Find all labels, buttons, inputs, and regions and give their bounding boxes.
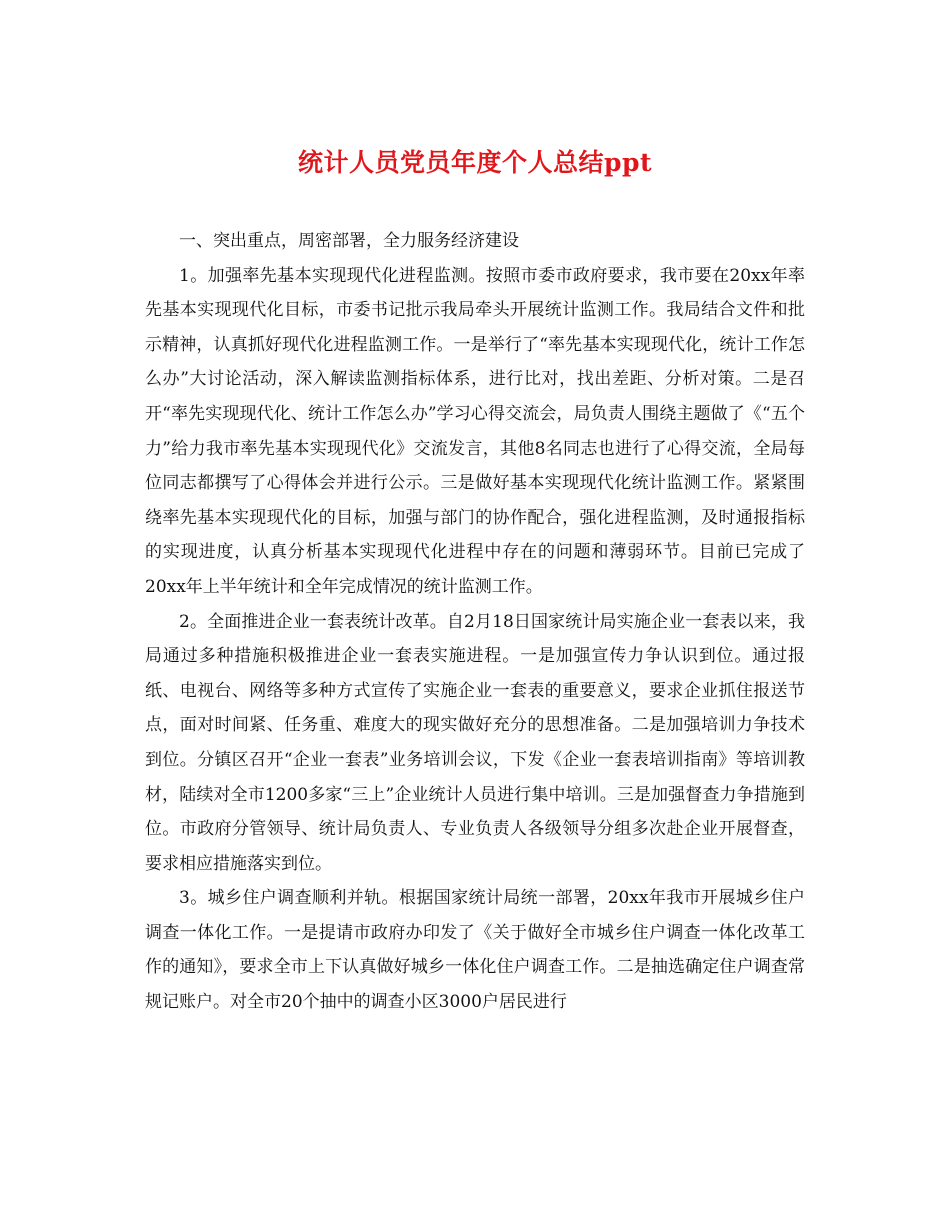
paragraph: 3。城乡住户调查顺利并轨。根据国家统计局统一部署，20xx年我市开展城乡住户调查一体化工作。一是提请市政府办印发了《关于做好全市城乡住户调查一体化改革工作的通知》，要求全市上下认真做好城乡一体化住户调查工作。二是抽选确定住户调查常规记账户。对全市20个抽中的调查小区3000户居民进行: [145, 888, 805, 1013]
paragraph: 1。加强率先基本实现现代化进程监测。按照市委市政府要求，我市要在20xx年率先基本实现现代化目标，市委书记批示我局牵头开展统计监测工作。我局结合文件和批示精神，认真抓好现代化进程监测工作。一是举行了“率先基本实现现代化，统计工作怎么办”大讨论活动，深入解读监测指标体系，进行比对，找出差距、分析对策。二是召开“率先实现现代化、统计工作怎么办”学习心得交流会，局负责人围绕主题做了《“五个力”给力我市率先基本实现现代化》交流发言，其他8名同志也进行了心得交流，全局每位同志都撰写了心得体会并进行公示。三是做好基本实现现代化统计监测工作。紧紧围绕率先基本实现现代化的目标，加强与部门的协作配合，强化进程监测，及时通报指标的实现进度，认真分析基本实现现代化进程中存在的问题和薄弱环节。目前已完成了20xx年上半年统计和全年完成情况的统计监测工作。: [145, 265, 805, 597]
document-title: 统计人员党员年度个人总结ppt: [297, 148, 652, 177]
paragraph-heading: 一、突出重点，周密部署，全力服务经济建设: [179, 231, 519, 251]
document-body: [145, 224, 805, 1020]
paragraph: 2。全面推进企业一套表统计改革。自2月18日国家统计局实施企业一套表以来，我局通过多种措施积极推进企业一套表实施进程。一是加强宣传力争认识到位。通过报纸、电视台、网络等多种方式宣传了实施企业一套表的重要意义，要求企业抓住报送节点，面对时间紧、任务重、难度大的现实做好充分的思想准备。二是加强培训力争技术到位。分镇区召开“企业一套表”业务培训会议，下发《企业一套表培训指南》等培训教材，陆续对全市1200多家“三上”企业统计人员进行集中培训。三是加强督查力争措施到位。市政府分管领导、统计局负责人、专业负责人各级领导分组多次赴企业开展督查，要求相应措施落实到位。: [145, 611, 805, 874]
